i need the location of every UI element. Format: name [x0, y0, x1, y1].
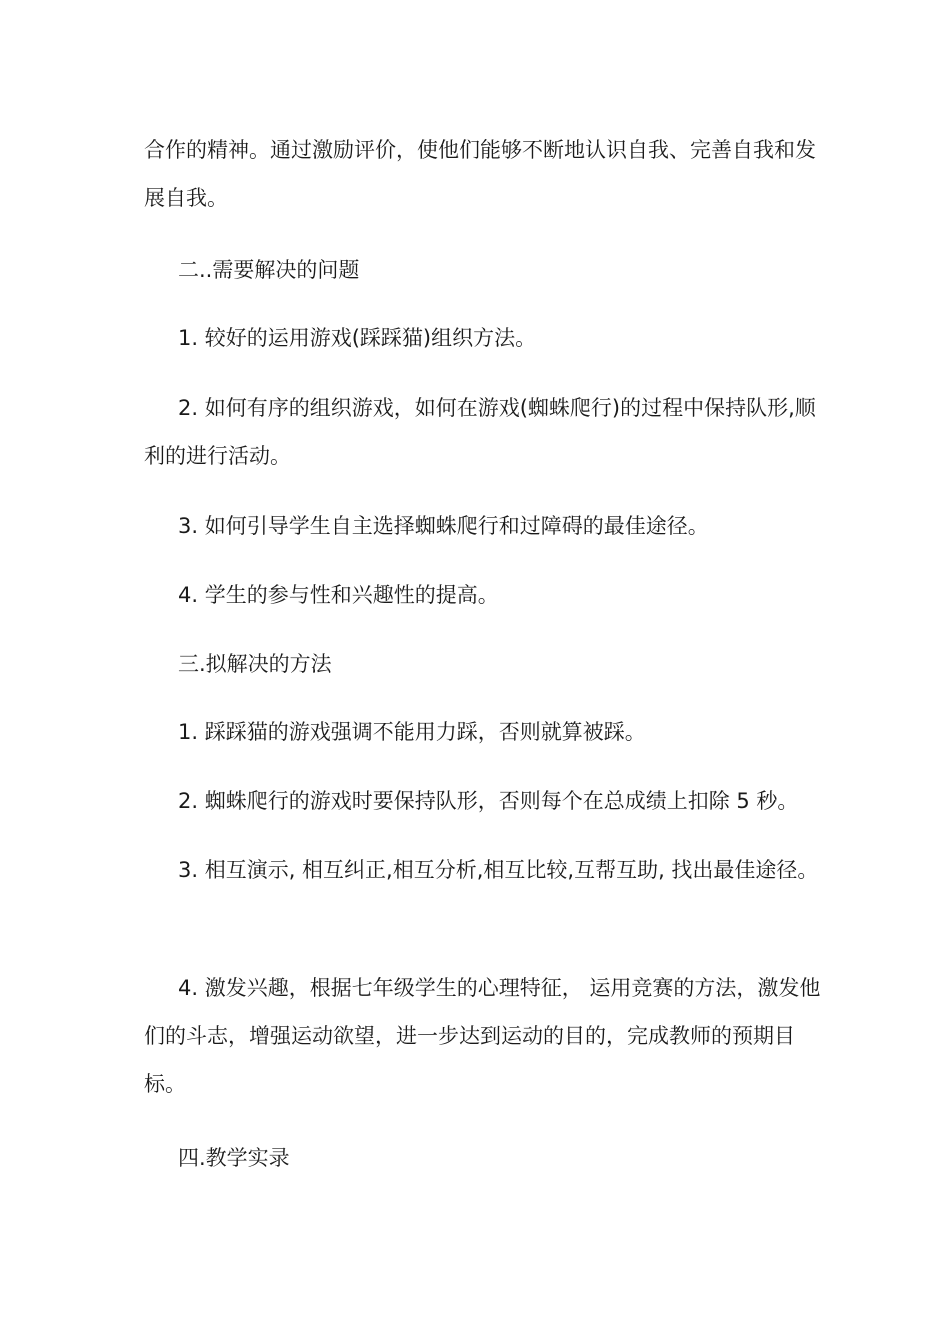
method-item-4: 4. 激发兴趣，根据七年级学生的心理特征， 运用竞赛的方法，激发他们的斗志，增强运动欲望，进一步达到运动的目的，完成教师的预期目标。: [144, 976, 821, 1096]
section-heading-3: 三.拟解决的方法: [178, 652, 332, 676]
problem-item-1: 1. 较好的运用游戏(踩踩猫)组织方法。: [178, 326, 537, 350]
problem-item-4: 4. 学生的参与性和兴趣性的提高。: [178, 583, 499, 607]
problem-item-2: 2. 如何有序的组织游戏，如何在游戏(蜘蛛爬行)的过程中保持队形,顺利的进行活动。: [144, 396, 816, 468]
paragraph-continuation: 合作的精神。通过激励评价，使他们能够不断地认识自我、完善自我和发展自我。: [144, 138, 816, 210]
method-item-1: 1. 踩踩猫的游戏强调不能用力踩，否则就算被踩。: [178, 720, 646, 744]
method-item-3: 3. 相互演示, 相互纠正,相互分析,相互比较,互帮互助, 找出最佳途径。: [178, 858, 819, 882]
method-item-2: 2. 蜘蛛爬行的游戏时要保持队形，否则每个在总成绩上扣除 5 秒。: [178, 789, 799, 813]
section-heading-2: 二..需要解决的问题: [178, 258, 360, 282]
section-heading-4: 四.教学实录: [178, 1146, 290, 1170]
problem-item-3: 3. 如何引导学生自主选择蜘蛛爬行和过障碍的最佳途径。: [178, 514, 709, 538]
